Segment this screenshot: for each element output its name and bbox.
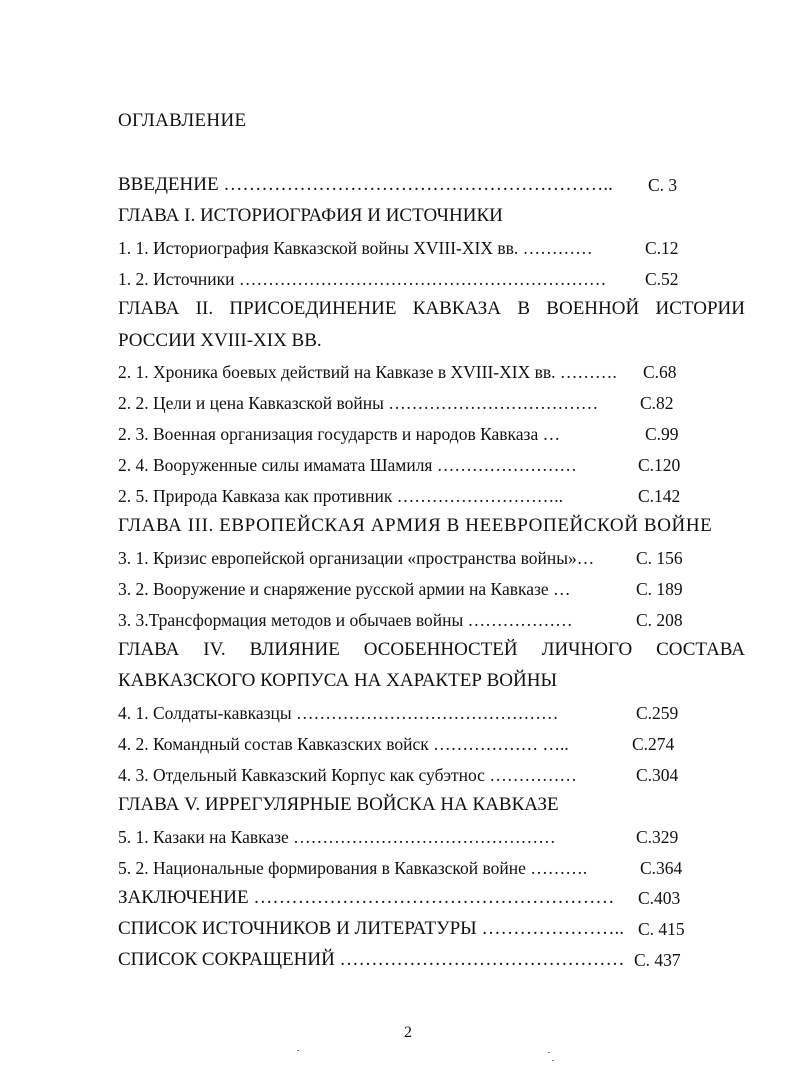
toc-page-2-4: С.120 <box>638 455 681 475</box>
toc-entry-2-1: 2. 1. Хроника боевых действий на Кавказе в XVIII-XIX вв. ………. <box>118 362 617 382</box>
toc-entry-conclusion: ЗАКЛЮЧЕНИЕ ………………………………………………… <box>118 887 615 908</box>
toc-page-2-1: С.68 <box>643 362 677 382</box>
toc-page-3-2: С. 189 <box>636 579 683 599</box>
toc-chapter-4-heading-line1: ГЛАВА IV. ВЛИЯНИЕ ОСОБЕННОСТЕЙ ЛИЧНОГО СОСТАВА <box>118 639 745 660</box>
toc-page-1-2: С.52 <box>645 269 679 289</box>
scan-speck <box>548 1052 550 1053</box>
toc-page-2-2: С.82 <box>640 393 674 413</box>
toc-entry-abbreviations: СПИСОК СОКРАЩЕНИЙ ……………………………………… <box>118 949 625 970</box>
toc-entry-1-1: 1. 1. Историография Кавказской войны XVIII-XIX вв. ………… <box>118 238 593 258</box>
toc-chapter-5-heading: ГЛАВА V. ИРРЕГУЛЯРНЫЕ ВОЙСКА НА КАВКАЗЕ <box>118 794 559 815</box>
toc-entry-3-1: 3. 1. Кризис европейской организации «пространства войны»… <box>118 548 595 568</box>
toc-entry-2-5: 2. 5. Природа Кавказа как противник ……………………….. <box>118 486 563 506</box>
toc-page-5-2: С.364 <box>640 858 683 878</box>
toc-page-abbreviations: С. 437 <box>634 950 681 970</box>
toc-chapter-2-heading-line1: ГЛАВА II. ПРИСОЕДИНЕНИЕ КАВКАЗА В ВОЕННОЙ ИСТОРИИ <box>118 298 745 319</box>
toc-entry-4-1: 4. 1. Солдаты-кавказцы ……………………………………… <box>118 703 559 723</box>
toc-page-conclusion: С.403 <box>638 888 681 908</box>
page-number: 2 <box>404 1024 412 1041</box>
scan-speck <box>297 1050 299 1051</box>
toc-entry-1-2: 1. 2. Источники ……………………………………………………… <box>118 269 607 289</box>
toc-entry-5-2: 5. 2. Национальные формирования в Кавказской войне ………. <box>118 858 588 878</box>
toc-entry-2-2: 2. 2. Цели и цена Кавказской войны ……………………………… <box>118 393 599 413</box>
toc-page-sources: С. 415 <box>638 919 685 939</box>
scan-speck <box>552 1060 554 1061</box>
toc-entry-2-4: 2. 4. Вооруженные силы имамата Шамиля …………………… <box>118 455 577 475</box>
toc-entry-introduction: ВВЕДЕНИЕ …………………………………………………….. <box>118 174 613 195</box>
toc-title: ОГЛАВЛЕНИЕ <box>118 110 247 131</box>
toc-entry-3-2: 3. 2. Вооружение и снаряжение русской армии на Кавказе … <box>118 579 571 599</box>
toc-entry-5-1: 5. 1. Казаки на Кавказе ……………………………………… <box>118 827 556 847</box>
toc-chapter-1-heading: ГЛАВА I. ИСТОРИОГРАФИЯ И ИСТОЧНИКИ <box>118 205 503 226</box>
toc-page-3-1: С. 156 <box>636 548 683 568</box>
toc-entry-4-2: 4. 2. Командный состав Кавказских войск ……………… ….. <box>118 734 569 754</box>
toc-page-4-3: С.304 <box>636 765 679 785</box>
toc-page-2-5: С.142 <box>638 486 681 506</box>
toc-entry-sources: СПИСОК ИСТОЧНИКОВ И ЛИТЕРАТУРЫ ………………….. <box>118 918 624 939</box>
toc-page-2-3: С.99 <box>645 424 679 444</box>
toc-entry-4-3: 4. 3. Отдельный Кавказский Корпус как субэтнос …………… <box>118 765 577 785</box>
toc-entry-3-3: 3. 3.Трансформация методов и обычаев войны ……………… <box>118 610 573 630</box>
toc-page-5-1: С.329 <box>636 827 679 847</box>
toc-entry-2-3: 2. 3. Военная организация государств и народов Кавказа … <box>118 424 561 444</box>
toc-page-1-1: С.12 <box>645 238 679 258</box>
toc-chapter-3-heading: ГЛАВА III. ЕВРОПЕЙСКАЯ АРМИЯ В НЕЕВРОПЕЙСКОЙ ВОЙНЕ <box>118 515 713 536</box>
toc-chapter-4-heading-line2: КАВКАЗСКОГО КОРПУСА НА ХАРАКТЕР ВОЙНЫ <box>118 670 558 691</box>
toc-page-4-1: С.259 <box>636 703 679 723</box>
toc-page-introduction: С. 3 <box>648 175 678 195</box>
toc-page-3-3: С. 208 <box>636 610 683 630</box>
toc-page-4-2: С.274 <box>632 734 675 754</box>
toc-chapter-2-heading-line2: РОССИИ XVIII-XIX ВВ. <box>118 330 322 351</box>
